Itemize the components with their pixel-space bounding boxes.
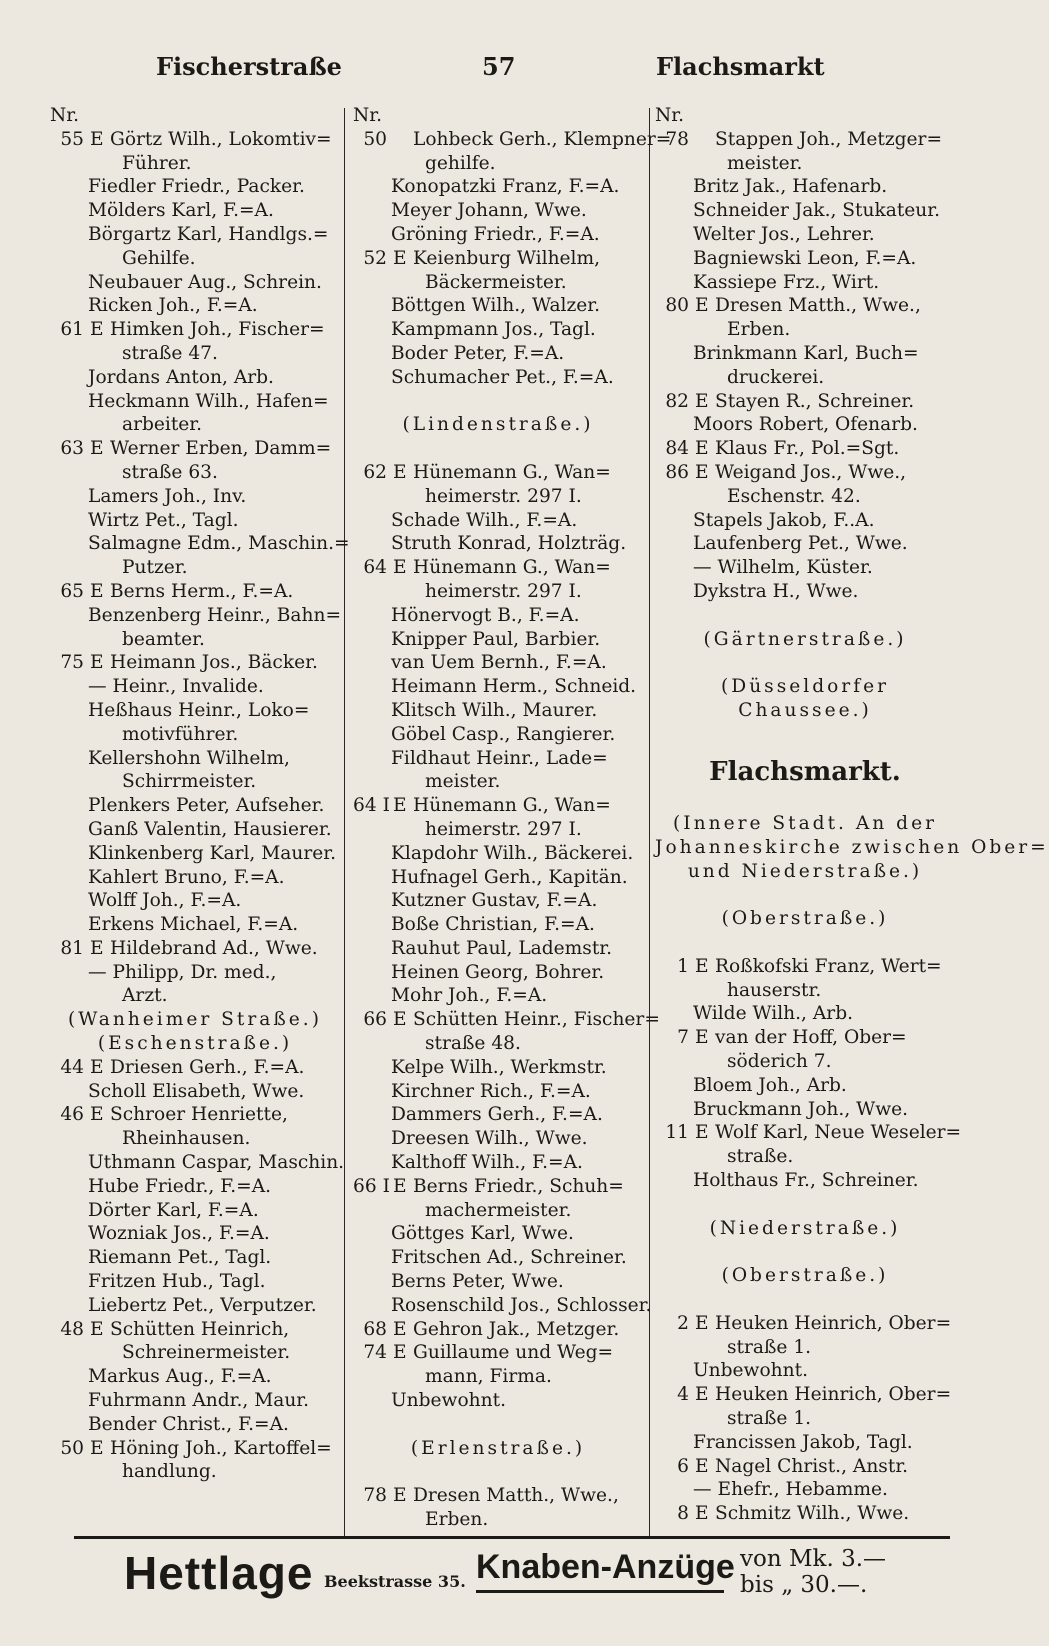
house-entry <box>50 1056 340 1080</box>
cross-street-note: (Oberstraße.) <box>721 908 889 930</box>
ad-price <box>740 1546 886 1598</box>
resident-line: Uthmann Caspar, Maschin. <box>88 1152 345 1174</box>
house-number: 65 <box>60 580 84 602</box>
house-number: 74 <box>363 1342 387 1364</box>
house-entry <box>50 128 340 152</box>
owner-mark: E <box>393 1485 407 1507</box>
house-number: 66 <box>363 1009 387 1031</box>
wrapped-line: straße 1. <box>727 1408 812 1430</box>
footer-rule <box>74 1536 950 1539</box>
house-entry <box>50 580 340 604</box>
owner-mark: E <box>90 319 104 341</box>
owner-mark: E <box>90 438 104 460</box>
resident-line: Heimann Herm., Schneid. <box>391 676 637 698</box>
resident-name: Schütten Heinrich, <box>110 1318 290 1340</box>
resident-line: Kalthoff Wilh., F.=A. <box>391 1152 583 1174</box>
wrapped-line: heimerstr. 297 I. <box>425 485 582 507</box>
resident-line: Konopatzki Franz, F.=A. <box>391 176 620 198</box>
resident-name: Weigand Jos., Wwe., <box>715 461 907 483</box>
resident-line: Wirtz Pet., Tagl. <box>88 509 239 531</box>
house-entry <box>655 1312 955 1336</box>
resident-line: Schumacher Pet., F.=A. <box>391 366 614 388</box>
resident-name: Dresen Matth., Wwe., <box>715 295 921 317</box>
cross-street-note: (Eschenstraße.) <box>97 1033 293 1055</box>
house-entry <box>353 247 643 271</box>
resident-name: Höning Joh., Kartoffel= <box>110 1437 332 1459</box>
house-number: 7 <box>677 1027 689 1049</box>
spacer <box>655 788 955 812</box>
resident-line: Benzenberg Heinr., Bahn= <box>88 604 342 626</box>
cross-street-note: und Niederstraße.) <box>687 860 923 882</box>
resident-line: Göttges Karl, Wwe. <box>391 1223 574 1245</box>
resident-line: Struth Konrad, Holzträg. <box>391 533 627 555</box>
resident-line: Unbewohnt. <box>391 1390 506 1412</box>
house-number: 82 <box>665 390 689 412</box>
cross-street-note: (Lindenstraße.) <box>402 414 594 436</box>
wrapped-line: Bäckermeister. <box>425 271 567 293</box>
resident-line: Fildhaut Heinr., Lade= <box>391 747 608 769</box>
owner-mark: E <box>695 390 709 412</box>
house-number: 78 <box>665 128 689 150</box>
resident-name: Keienburg Wilhelm, <box>413 247 601 269</box>
resident-line: Dykstra H., Wwe. <box>693 580 859 602</box>
ad-product-underline <box>476 1590 724 1593</box>
resident-name: Schmitz Wilh., Wwe. <box>715 1503 910 1525</box>
resident-line: Brinkmann Karl, Buch= <box>693 342 919 364</box>
wrapped-line: straße 48. <box>425 1033 521 1055</box>
house-number: 68 <box>363 1318 387 1340</box>
cross-street-note: Chaussee.) <box>738 699 872 721</box>
house-entry <box>50 651 340 675</box>
house-entry <box>50 937 340 961</box>
resident-line: — Wilhelm, Küster. <box>693 557 873 579</box>
house-number: 86 <box>665 461 689 483</box>
resident-line: Rosenschild Jos., Schlosser. <box>391 1294 652 1316</box>
wrapped-line: druckerei. <box>727 366 825 388</box>
resident-line: Dreesen Wilh., Wwe. <box>391 1128 588 1150</box>
resident-name: Werner Erben, Damm= <box>110 438 332 460</box>
resident-line: Knipper Paul, Barbier. <box>391 628 601 650</box>
owner-mark: E <box>393 795 407 817</box>
resident-line: Hönervogt B., F.=A. <box>391 604 580 626</box>
wrapped-line: Rheinhausen. <box>122 1128 251 1150</box>
house-entry <box>655 1121 962 1145</box>
resident-name: Dresen Matth., Wwe., <box>413 1485 619 1507</box>
section-title: Flachsmarkt. <box>709 756 901 787</box>
ad-product: Knaben-Anzüge <box>476 1548 735 1586</box>
cross-street-note: (Innere Stadt. An der <box>673 813 937 835</box>
resident-line: Wolff Joh., F.=A. <box>88 890 242 912</box>
wrapped-line: söderich 7. <box>727 1051 832 1073</box>
resident-line: Fritschen Ad., Schreiner. <box>391 1247 627 1269</box>
wrapped-line: beamter. <box>122 628 205 650</box>
owner-mark: E <box>90 652 104 674</box>
resident-line: Heßhaus Heinr., Loko= <box>88 699 310 721</box>
resident-line: Plenkers Peter, Aufseher. <box>88 795 325 817</box>
owner-mark: E <box>393 557 407 579</box>
resident-line: Welter Jos., Lehrer. <box>693 223 875 245</box>
resident-name: Nagel Christ., Anstr. <box>715 1455 909 1477</box>
resident-name: Hünemann G., Wan= <box>413 461 611 483</box>
resident-line: Bagniewski Leon, F.=A. <box>693 247 917 269</box>
spacer <box>655 1288 955 1312</box>
resident-name: Schütten Heinr., Fischer= <box>413 1009 660 1031</box>
wrapped-line: meister. <box>727 152 803 174</box>
ad-brand: Hettlage <box>124 1547 314 1599</box>
wrapped-line: Schreinermeister. <box>122 1342 291 1364</box>
house-number: 44 <box>60 1056 84 1078</box>
spacer <box>655 884 955 908</box>
house-number: 64 <box>363 557 387 579</box>
resident-line: Wilde Wilh., Arb. <box>693 1003 854 1025</box>
resident-name: Gehron Jak., Metzger. <box>413 1318 620 1340</box>
spacer <box>655 651 955 675</box>
resident-line: Ganß Valentin, Hausierer. <box>88 818 332 840</box>
header-street-right: Flachsmarkt <box>656 52 825 81</box>
wrapped-line: straße 1. <box>727 1336 812 1358</box>
house-number: 84 <box>665 438 689 460</box>
house-entry <box>353 1175 643 1199</box>
owner-mark: E <box>393 1009 407 1031</box>
number-column-header: Nr. <box>655 105 685 126</box>
resident-line: Holthaus Fr., Schreiner. <box>693 1170 919 1192</box>
wrapped-line: gehilfe. <box>425 152 496 174</box>
owner-mark: E <box>393 461 407 483</box>
resident-line: Heinen Georg, Bohrer. <box>391 961 605 983</box>
owner-mark: E <box>90 580 104 602</box>
resident-line: Liebertz Pet., Verputzer. <box>88 1294 317 1316</box>
resident-line: Berns Peter, Wwe. <box>391 1271 564 1293</box>
owner-mark: E <box>695 1312 709 1334</box>
wrapped-line: mann, Firma. <box>425 1366 552 1388</box>
owner-mark: E <box>90 937 104 959</box>
resident-name: Stayen R., Schreiner. <box>715 390 915 412</box>
owner-mark: E <box>90 1437 104 1459</box>
resident-line: Schneider Jak., Stukateur. <box>693 200 941 222</box>
resident-name: Görtz Wilh., Lokomtiv= <box>110 128 332 150</box>
resident-line: Francissen Jakob, Tagl. <box>693 1431 913 1453</box>
resident-line: Kellershohn Wilhelm, <box>88 747 290 769</box>
resident-line: Scholl Elisabeth, Wwe. <box>88 1080 305 1102</box>
house-entry <box>50 1103 340 1127</box>
resident-line: Salmagne Edm., Maschin.= <box>88 533 350 555</box>
house-number: 75 <box>60 652 84 674</box>
house-number: 50 <box>363 128 387 150</box>
owner-mark: E <box>393 1318 407 1340</box>
house-entry <box>50 318 340 342</box>
resident-line: Bender Christ., F.=A. <box>88 1413 289 1435</box>
resident-line: Markus Aug., F.=A. <box>88 1366 272 1388</box>
house-entry <box>655 128 955 152</box>
house-number: 81 <box>60 937 84 959</box>
house-entry <box>353 128 672 152</box>
house-number: 48 <box>60 1318 84 1340</box>
owner-mark: E <box>695 438 709 460</box>
house-number: 1 <box>677 955 689 977</box>
resident-line: Stapels Jakob, F..A. <box>693 509 875 531</box>
house-number: 4 <box>677 1384 689 1406</box>
house-entry <box>353 556 643 580</box>
resident-line: Göbel Casp., Rangierer. <box>391 723 616 745</box>
owner-mark: E <box>695 1503 709 1525</box>
house-number: 6 <box>677 1455 689 1477</box>
resident-line: Ricken Joh., F.=A. <box>88 295 258 317</box>
house-number: 46 <box>60 1104 84 1126</box>
house-entry <box>655 461 955 485</box>
resident-name: Roßkofski Franz, Wert= <box>715 955 942 977</box>
column-left <box>50 104 350 1536</box>
spacer <box>353 437 643 461</box>
resident-line: Kampmann Jos., Tagl. <box>391 319 596 341</box>
spacer <box>655 931 955 955</box>
house-entry <box>353 1008 660 1032</box>
cross-street-note: (Düsseldorfer <box>721 676 889 698</box>
house-number: 63 <box>60 438 84 460</box>
house-number: 64 I <box>353 795 390 817</box>
wrapped-line: Erben. <box>425 1509 489 1531</box>
resident-name: Hünemann G., Wan= <box>413 557 611 579</box>
spacer <box>353 1460 643 1484</box>
column-divider <box>649 108 650 1536</box>
resident-line: Meyer Johann, Wwe. <box>391 200 587 222</box>
resident-line: Schade Wilh., F.=A. <box>391 509 578 531</box>
house-number: 62 <box>363 461 387 483</box>
resident-line: Dammers Gerh., F.=A. <box>391 1104 603 1126</box>
house-number: 8 <box>677 1503 689 1525</box>
house-number: 2 <box>677 1312 689 1334</box>
wrapped-line: Eschenstr. 42. <box>727 485 861 507</box>
resident-name: Schroer Henriette, <box>110 1104 288 1126</box>
house-number: 50 <box>60 1437 84 1459</box>
resident-name: van der Hoff, Ober= <box>715 1027 907 1049</box>
resident-line: Böttgen Wilh., Walzer. <box>391 295 601 317</box>
resident-line: Bloem Joh., Arb. <box>693 1074 847 1096</box>
resident-name: Heuken Heinrich, Ober= <box>715 1312 952 1334</box>
house-entry <box>50 1318 340 1342</box>
resident-line: Börgartz Karl, Handlgs.= <box>88 223 329 245</box>
house-entry <box>655 955 955 979</box>
house-entry <box>50 1437 340 1461</box>
resident-line: — Heinr., Invalide. <box>88 676 264 698</box>
owner-mark: E <box>695 1027 709 1049</box>
resident-line: Fuhrmann Andr., Maur. <box>88 1390 310 1412</box>
resident-line: Boder Peter, F.=A. <box>391 342 565 364</box>
resident-line: Kutzner Gustav, F.=A. <box>391 890 598 912</box>
house-entry <box>353 1341 643 1365</box>
resident-line: Moors Robert, Ofenarb. <box>693 414 918 436</box>
resident-line: Mölders Karl, F.=A. <box>88 200 274 222</box>
resident-line: Wozniak Jos., F.=A. <box>88 1223 270 1245</box>
column-right <box>655 104 1049 1536</box>
wrapped-line: straße 63. <box>122 461 218 483</box>
house-number: 52 <box>363 247 387 269</box>
resident-line: — Ehefr., Hebamme. <box>693 1479 888 1501</box>
house-entry <box>353 1484 643 1508</box>
resident-name: Wolf Karl, Neue Weseler= <box>715 1122 962 1144</box>
resident-name: Lohbeck Gerh., Klempner= <box>413 128 672 150</box>
wrapped-line: Arzt. <box>122 985 168 1007</box>
owner-mark: E <box>90 1104 104 1126</box>
wrapped-line: straße 47. <box>122 342 218 364</box>
resident-name: Klaus Fr., Pol.=Sgt. <box>715 438 900 460</box>
resident-line: Kirchner Rich., F.=A. <box>391 1080 591 1102</box>
house-number: 66 I <box>353 1175 390 1197</box>
number-column-header: Nr. <box>50 105 80 126</box>
spacer <box>353 1413 643 1437</box>
owner-mark: E <box>393 247 407 269</box>
resident-line: Kassiepe Frz., Wirt. <box>693 271 880 293</box>
house-entry <box>655 1026 955 1050</box>
house-entry <box>655 1383 955 1407</box>
resident-line: Erkens Michael, F.=A. <box>88 914 299 936</box>
wrapped-line: Erben. <box>727 319 791 341</box>
resident-line: Klinkenberg Karl, Maurer. <box>88 842 336 864</box>
owner-mark: E <box>393 1175 407 1197</box>
resident-line: Boße Christian, F.=A. <box>391 914 595 936</box>
resident-line: Dörter Karl, F.=A. <box>88 1199 259 1221</box>
column-divider <box>344 108 345 1536</box>
wrapped-line: heimerstr. 297 I. <box>425 580 582 602</box>
wrapped-line: motivführer. <box>122 723 239 745</box>
resident-line: Klapdohr Wilh., Bäckerei. <box>391 842 634 864</box>
house-entry <box>655 1455 955 1479</box>
wrapped-line: heimerstr. 297 I. <box>425 818 582 840</box>
cross-street-note: (Gärtnerstraße.) <box>703 628 907 650</box>
resident-name: Berns Herm., F.=A. <box>110 580 294 602</box>
resident-line: Britz Jak., Hafenarb. <box>693 176 888 198</box>
wrapped-line: machermeister. <box>425 1199 572 1221</box>
resident-line: Rauhut Paul, Lademstr. <box>391 937 613 959</box>
owner-mark: E <box>695 295 709 317</box>
owner-mark: E <box>393 1342 407 1364</box>
resident-line: Riemann Pet., Tagl. <box>88 1247 272 1269</box>
house-entry <box>655 1502 955 1526</box>
owner-mark: E <box>695 1122 709 1144</box>
cross-street-note: (Niederstraße.) <box>709 1217 901 1239</box>
house-entry <box>353 794 643 818</box>
owner-mark: E <box>90 128 104 150</box>
wrapped-line: Gehilfe. <box>122 247 196 269</box>
resident-line: Neubauer Aug., Schrein. <box>88 271 322 293</box>
wrapped-line: meister. <box>425 771 501 793</box>
spacer <box>655 723 955 747</box>
cross-street-note: (Wanheimer Straße.) <box>68 1009 322 1031</box>
resident-line: Unbewohnt. <box>693 1360 808 1382</box>
page-number: 57 <box>482 52 516 81</box>
house-number: 55 <box>60 128 84 150</box>
wrapped-line: arbeiter. <box>122 414 203 436</box>
spacer <box>655 1240 955 1264</box>
wrapped-line: straße. <box>727 1146 794 1168</box>
spacer <box>353 390 643 414</box>
house-number: 11 <box>665 1122 689 1144</box>
resident-name: Berns Friedr., Schuh= <box>413 1175 624 1197</box>
cross-street-note: Johanneskirche zwischen Ober= <box>655 836 1049 858</box>
owner-mark: E <box>90 1056 104 1078</box>
resident-line: Bruckmann Joh., Wwe. <box>693 1098 909 1120</box>
resident-line: Hufnagel Gerh., Kapitän. <box>391 866 628 888</box>
house-entry <box>655 390 955 414</box>
house-number: 61 <box>60 319 84 341</box>
resident-line: Mohr Joh., F.=A. <box>391 985 548 1007</box>
resident-line: — Philipp, Dr. med., <box>88 961 277 983</box>
resident-line: Lamers Joh., Inv. <box>88 485 247 507</box>
advertisement <box>0 1544 1028 1614</box>
house-number: 80 <box>665 295 689 317</box>
resident-line: Gröning Friedr., F.=A. <box>391 223 600 245</box>
owner-mark: E <box>695 461 709 483</box>
resident-name: Driesen Gerh., F.=A. <box>110 1056 305 1078</box>
resident-line: Jordans Anton, Arb. <box>88 366 274 388</box>
cross-street-note: (Erlenstraße.) <box>410 1437 586 1459</box>
resident-line: Kahlert Bruno, F.=A. <box>88 866 285 888</box>
resident-line: Fritzen Hub., Tagl. <box>88 1271 266 1293</box>
resident-line: Hube Friedr., F.=A. <box>88 1175 272 1197</box>
house-entry <box>655 437 955 461</box>
spacer <box>655 604 955 628</box>
house-entry <box>655 294 955 318</box>
owner-mark: E <box>695 1455 709 1477</box>
spacer <box>655 1193 955 1217</box>
resident-name: Himken Joh., Fischer= <box>110 319 325 341</box>
house-number: 78 <box>363 1485 387 1507</box>
wrapped-line: Führer. <box>122 152 192 174</box>
resident-name: Stappen Joh., Metzger= <box>715 128 943 150</box>
owner-mark: E <box>90 1318 104 1340</box>
resident-name: Heuken Heinrich, Ober= <box>715 1384 952 1406</box>
resident-name: Heimann Jos., Bäcker. <box>110 652 318 674</box>
ad-address: Beekstrasse 35. <box>324 1572 466 1591</box>
header-street-left: Fischerstraße <box>156 52 342 81</box>
wrapped-line: handlung. <box>122 1461 217 1483</box>
wrapped-line: Schirrmeister. <box>122 771 257 793</box>
resident-name: Hünemann G., Wan= <box>413 795 611 817</box>
resident-name: Hildebrand Ad., Wwe. <box>110 937 318 959</box>
ad-price-from: von Mk. 3.— <box>740 1546 887 1572</box>
owner-mark: E <box>695 955 709 977</box>
resident-line: Klitsch Wilh., Maurer. <box>391 699 598 721</box>
wrapped-line: Putzer. <box>122 557 188 579</box>
house-entry <box>50 437 340 461</box>
resident-line: Kelpe Wilh., Werkmstr. <box>391 1056 607 1078</box>
resident-name: Guillaume und Weg= <box>413 1342 614 1364</box>
resident-line: van Uem Bernh., F.=A. <box>391 652 607 674</box>
house-entry <box>353 1318 643 1342</box>
resident-line: Fiedler Friedr., Packer. <box>88 176 305 198</box>
ad-price-to: bis „ 30.—. <box>740 1572 868 1598</box>
wrapped-line: hauserstr. <box>727 979 822 1001</box>
column-middle <box>353 104 672 1536</box>
owner-mark: E <box>695 1384 709 1406</box>
cross-street-note: (Oberstraße.) <box>721 1265 889 1287</box>
house-entry <box>353 461 643 485</box>
resident-line: Laufenberg Pet., Wwe. <box>693 533 908 555</box>
resident-line: Heckmann Wilh., Hafen= <box>88 390 329 412</box>
number-column-header: Nr. <box>353 105 383 126</box>
